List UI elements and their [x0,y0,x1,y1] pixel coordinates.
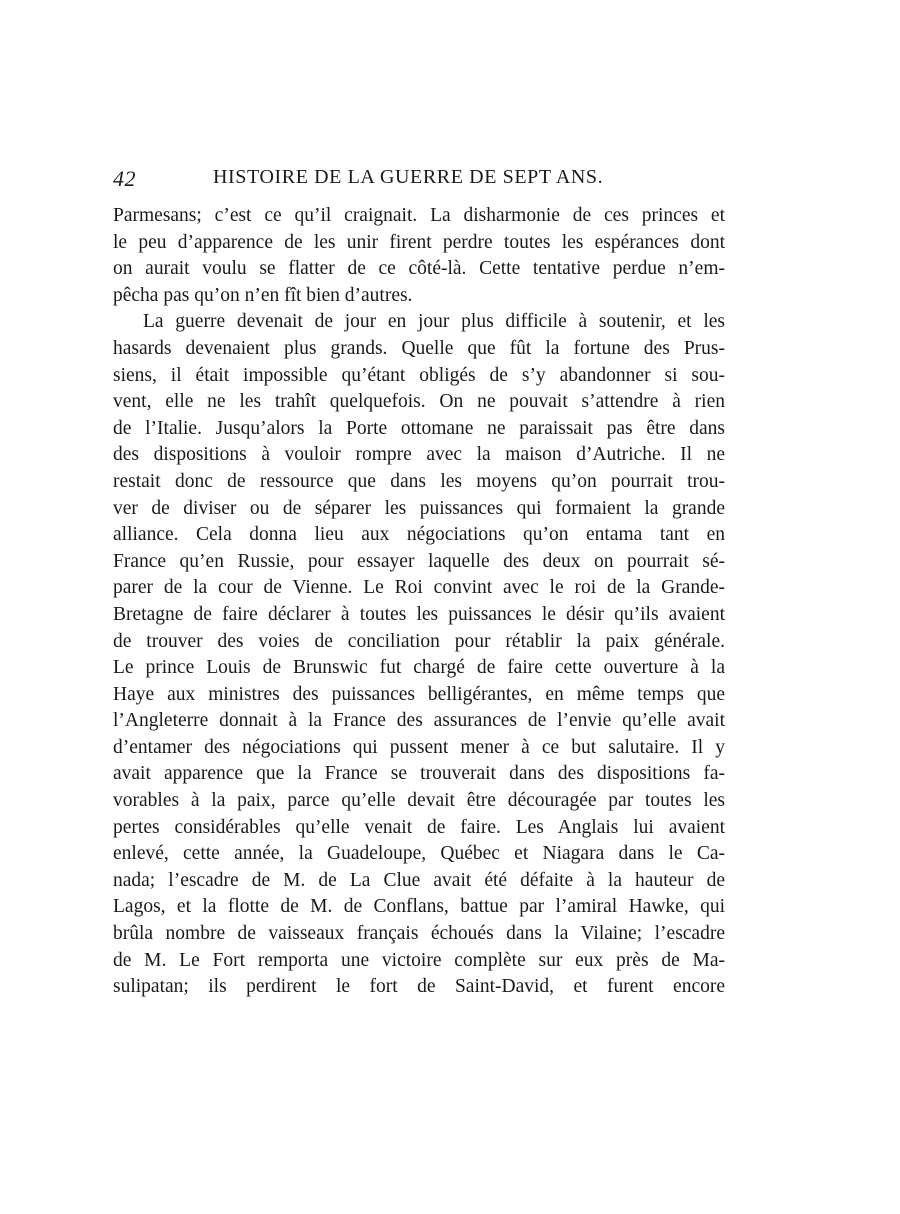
text-line: des dispositions à vouloir rompre avec la maison d’Autriche. Il ne [113,444,725,466]
text-line: le peu d’apparence de les unir firent perdre toutes les espérances dont [113,231,725,253]
text-line: de l’Italie. Jusqu’alors la Porte ottomane ne paraissait pas être dans [113,417,725,439]
text-line: enlevé, cette année, la Guadeloupe, Québec et Niagara dans le Ca- [113,843,725,865]
text-line: on aurait voulu se flatter de ce côté-là. Cette tentative perdue n’em- [113,258,725,280]
text-line: alliance. Cela donna lieu aux négociations qu’on entama tant en [113,524,725,546]
text-line: brûla nombre de vaisseaux français échoués dans la Vilaine; l’escadre [113,923,725,945]
running-title: HISTOIRE DE LA GUERRE DE SEPT ANS. [213,166,604,188]
text-line: restait donc de ressource que dans les moyens qu’on pourrait trou- [113,470,725,492]
text-line: La guerre devenait de jour en jour plus difficile à soutenir, et les [143,311,725,333]
text-line: ver de diviser ou de séparer les puissances qui formaient la grande [113,497,725,519]
text-line: hasards devenaient plus grands. Quelle que fût la fortune des Prus- [113,337,725,359]
running-head [113,166,725,196]
text-line: Haye aux ministres des puissances belligérantes, en même temps que [113,683,725,705]
text-line: d’entamer des négociations qui pussent mener à ce but salutaire. Il y [113,736,725,758]
text-line: de M. Le Fort remporta une victoire complète sur eux près de Ma- [113,949,725,971]
text-line: sulipatan; ils perdirent le fort de Saint-David, et furent encore [113,976,725,998]
text-line: pertes considérables qu’elle venait de faire. Les Anglais lui avaient [113,816,725,838]
text-line: avait apparence que la France se trouverait dans des dispositions fa- [113,763,725,785]
text-line: Bretagne de faire déclarer à toutes les puissances le désir qu’ils avaient [113,603,725,625]
text-line: Lagos, et la flotte de M. de Conflans, battue par l’amiral Hawke, qui [113,896,725,918]
text-line: vent, elle ne les trahît quelquefois. On ne pouvait s’attendre à rien [113,391,725,413]
text-line: France qu’en Russie, pour essayer laquelle des deux on pourrait sé- [113,550,725,572]
text-line: de trouver des voies de conciliation pour rétablir la paix générale. [113,630,725,652]
text-line: Parmesans; c’est ce qu’il craignait. La disharmonie de ces princes et [113,205,725,226]
text-line: nada; l’escadre de M. de La Clue avait été défaite à la hauteur de [113,869,725,891]
text-line: parer de la cour de Vienne. Le Roi convint avec le roi de la Grande- [113,577,725,599]
body-text [113,203,725,1001]
text-line: l’Angleterre donnait à la France des assurances de l’envie qu’elle avait [113,710,725,732]
text-line: pêcha pas qu’on n’en fît bien d’autres. [113,284,413,306]
text-line: vorables à la paix, parce qu’elle devait être découragée par toutes les [113,790,725,812]
page-number: 42 [113,166,136,191]
text-line: siens, il était impossible qu’étant obligés de s’y abandonner si sou- [113,364,725,386]
text-line: Le prince Louis de Brunswic fut chargé de faire cette ouverture à la [113,657,725,679]
